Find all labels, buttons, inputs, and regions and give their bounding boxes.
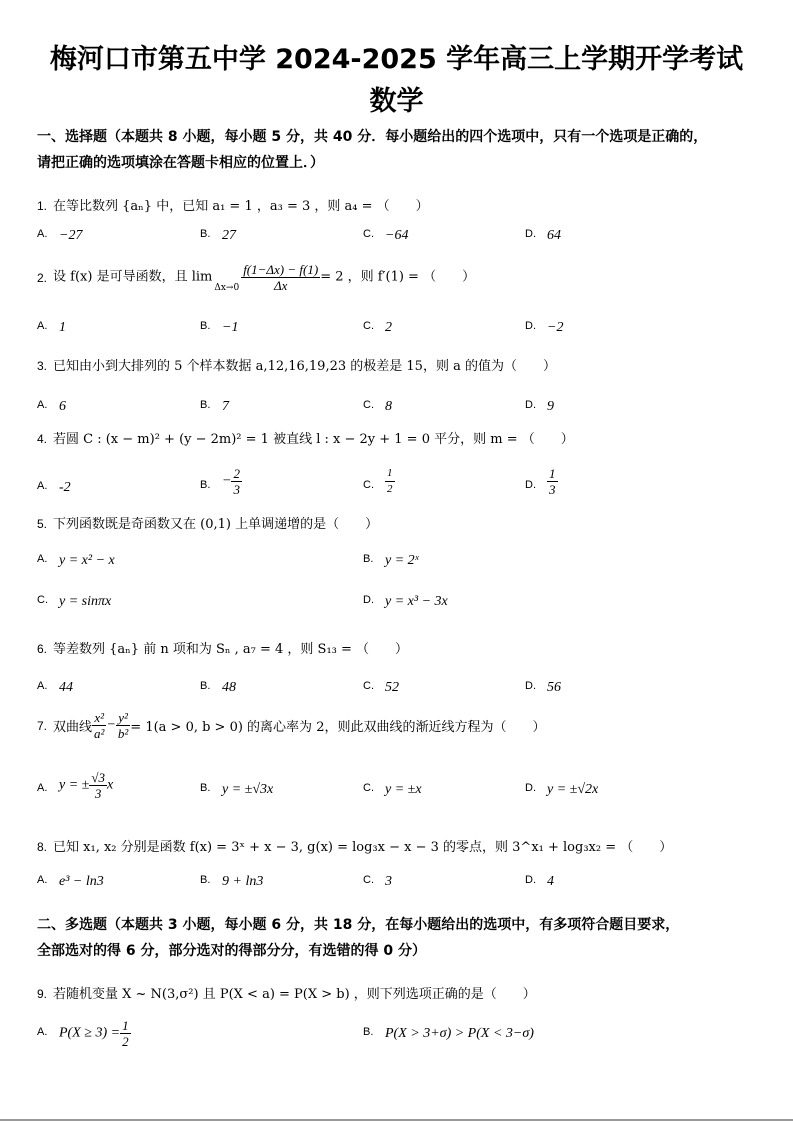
q8-option-b[interactable] bbox=[200, 874, 263, 890]
page-subtitle: 数学 bbox=[369, 86, 424, 117]
q5-option-d[interactable] bbox=[363, 594, 448, 610]
option-value: −2 bbox=[547, 320, 564, 335]
question-7 bbox=[37, 710, 545, 741]
question-number: 1. bbox=[37, 199, 48, 213]
q4-option-c[interactable] bbox=[363, 466, 395, 497]
option-label: B. bbox=[363, 553, 374, 565]
option-label: D. bbox=[525, 782, 536, 794]
q1-option-c[interactable] bbox=[363, 228, 408, 244]
q7-option-d[interactable] bbox=[525, 782, 598, 798]
option-label: C. bbox=[363, 782, 374, 794]
option-label: C. bbox=[363, 320, 374, 332]
q3-option-d[interactable] bbox=[525, 399, 554, 415]
question-text-pre: 双曲线 bbox=[53, 720, 93, 735]
option-label: A. bbox=[37, 320, 48, 332]
option-fraction: $\frac{1}{2}$ bbox=[122, 1018, 129, 1049]
option-value: e³ − ln3 bbox=[59, 874, 104, 889]
option-label: A. bbox=[37, 1026, 48, 1038]
option-value: 52 bbox=[385, 680, 399, 695]
option-label: C. bbox=[37, 594, 48, 606]
question-text: 在等比数列 {aₙ} 中，已知 a₁ = 1 ，a₃ = 3 ，则 a₄ = （ ） bbox=[53, 199, 429, 214]
q4-option-d[interactable] bbox=[525, 466, 558, 497]
q7-option-a[interactable] bbox=[37, 770, 113, 801]
question-text: 已知由小到大排列的 5 个样本数据 a,12,16,19,23 的极差是 15，则 a 的值为（ ） bbox=[53, 359, 556, 374]
option-value: −1 bbox=[222, 320, 239, 335]
option-pre: y = ± bbox=[59, 777, 90, 793]
q3-option-b[interactable] bbox=[200, 399, 229, 415]
q6-option-c[interactable] bbox=[363, 680, 399, 696]
page-title: 梅河口市第五中学 2024-2025 学年高三上学期开学考试 bbox=[49, 44, 744, 75]
option-label: D. bbox=[525, 680, 536, 692]
q6-option-d[interactable] bbox=[525, 680, 561, 696]
option-value: 44 bbox=[59, 680, 73, 695]
option-value: y = ±√2x bbox=[547, 782, 599, 797]
q3-option-a[interactable] bbox=[37, 399, 66, 415]
option-label: B. bbox=[200, 228, 211, 240]
option-label: D. bbox=[525, 479, 536, 491]
option-label: A. bbox=[37, 228, 48, 240]
option-value: 48 bbox=[222, 680, 236, 695]
option-value: 4 bbox=[547, 874, 554, 889]
option-fraction: $\frac{1}{3}$ bbox=[549, 466, 556, 497]
option-label: D. bbox=[525, 874, 536, 886]
q1-option-d[interactable] bbox=[525, 228, 561, 244]
hyperbola-y-term: $\frac{\text{y²}}{\text{b²}}$ bbox=[117, 710, 129, 741]
option-pre: P(X ≥ 3) = bbox=[59, 1025, 121, 1041]
option-label: D. bbox=[525, 320, 536, 332]
q5-option-a[interactable] bbox=[37, 553, 115, 569]
question-3 bbox=[37, 355, 556, 374]
section-2-line-1: 二、多选题（本题共 3 小题，每小题 6 分，共 18 分，在每小题给出的选项中，有多项符合题目要求， bbox=[37, 917, 680, 933]
q4-option-b[interactable] bbox=[200, 466, 242, 497]
option-value: y = x³ − 3x bbox=[385, 594, 448, 609]
option-label: D. bbox=[525, 399, 536, 411]
option-value: −64 bbox=[385, 228, 409, 243]
option-value: 9 + ln3 bbox=[222, 874, 264, 889]
question-9 bbox=[37, 983, 536, 1002]
question-text: 若圆 C : (x − m)² + (y − 2m)² = 1 被直线 l : x − 2y + 1 = 0 平分，则 m = （ ） bbox=[53, 432, 574, 447]
option-fraction: $\frac{2}{3}$ bbox=[233, 466, 240, 497]
q2-option-c[interactable] bbox=[363, 320, 392, 336]
option-sign: − bbox=[222, 473, 232, 489]
option-fraction: $\frac{√3}{3}$ bbox=[91, 770, 105, 801]
option-value: 9 bbox=[547, 399, 554, 414]
option-fraction: $\frac{1}{2}$ bbox=[387, 467, 393, 495]
question-6 bbox=[37, 638, 408, 657]
option-label: A. bbox=[37, 399, 48, 411]
question-number: 4. bbox=[37, 432, 48, 446]
q7-option-c[interactable] bbox=[363, 782, 422, 798]
question-4 bbox=[37, 428, 574, 447]
q7-option-b[interactable] bbox=[200, 782, 273, 798]
page-bottom-divider bbox=[0, 1119, 793, 1121]
option-label: A. bbox=[37, 874, 48, 886]
q8-option-d[interactable] bbox=[525, 874, 554, 890]
option-post: x bbox=[107, 777, 114, 793]
option-label: B. bbox=[200, 479, 211, 491]
limit-subscript: Δx→0 bbox=[214, 282, 240, 293]
section-2-line-2: 全部选对的得 6 分，部分选对的得部分分，有选错的得 0 分） bbox=[37, 943, 426, 959]
question-number: 9. bbox=[37, 987, 48, 1001]
question-text: 等差数列 {aₙ} 前 n 项和为 Sₙ , a₇ = 4 ，则 S₁₃ = （ ） bbox=[53, 642, 409, 657]
q9-option-b[interactable] bbox=[363, 1026, 534, 1042]
option-label: B. bbox=[200, 782, 211, 794]
q4-option-a[interactable] bbox=[37, 480, 71, 496]
option-value: 7 bbox=[222, 399, 229, 414]
option-value: y = ±√3x bbox=[222, 782, 274, 797]
option-label: D. bbox=[525, 228, 536, 240]
option-label: A. bbox=[37, 680, 48, 692]
option-label: A. bbox=[37, 553, 48, 565]
option-label: C. bbox=[363, 399, 374, 411]
question-number: 7. bbox=[37, 718, 48, 733]
question-2 bbox=[37, 262, 475, 293]
question-5 bbox=[37, 513, 378, 532]
option-value: y = sinπx bbox=[59, 594, 112, 609]
section-2-heading bbox=[37, 912, 757, 964]
option-label: B. bbox=[200, 874, 211, 886]
option-value: y = 2ˣ bbox=[385, 553, 419, 568]
option-value: 3 bbox=[385, 874, 392, 889]
option-label: C. bbox=[363, 874, 374, 886]
question-text: 下列函数既是奇函数又在 (0,1) 上单调递增的是（ ） bbox=[53, 517, 379, 532]
option-value: 2 bbox=[385, 320, 392, 335]
question-text: 若随机变量 X ~ N(3,σ²) 且 P(X < a) = P(X > b) ，则下列选项正确的是（ ） bbox=[53, 987, 536, 1002]
q8-option-a[interactable] bbox=[37, 874, 104, 890]
q6-option-b[interactable] bbox=[200, 680, 236, 696]
option-label: B. bbox=[200, 320, 211, 332]
q6-option-a[interactable] bbox=[37, 680, 73, 696]
question-number: 6. bbox=[37, 642, 48, 656]
q2-option-a[interactable] bbox=[37, 320, 66, 336]
option-label: C. bbox=[363, 680, 374, 692]
option-label: B. bbox=[363, 1026, 374, 1038]
q2-option-b[interactable] bbox=[200, 320, 238, 336]
option-value: 64 bbox=[547, 228, 561, 243]
option-label: A. bbox=[37, 782, 48, 794]
option-label: A. bbox=[37, 480, 48, 492]
section-1-line-1: 一、选择题（本题共 8 小题，每小题 5 分，共 40 分．每小题给出的四个选项中，只有一个选项是正确的， bbox=[37, 129, 708, 145]
section-1-heading bbox=[37, 124, 757, 176]
option-value: -2 bbox=[59, 480, 71, 495]
q5-option-c[interactable] bbox=[37, 594, 111, 610]
option-label: C. bbox=[363, 228, 374, 240]
option-value: 8 bbox=[385, 399, 392, 414]
hyperbola-x-term: $\frac{\text{x²}}{\text{a²}}$ bbox=[94, 710, 105, 741]
question-number: 3. bbox=[37, 359, 48, 373]
q8-option-c[interactable] bbox=[363, 874, 392, 890]
q5-option-b[interactable] bbox=[363, 553, 419, 569]
question-number: 2. bbox=[37, 270, 48, 285]
question-text-post: = 1(a > 0, b > 0) 的离心率为 2，则此双曲线的渐近线方程为（ ） bbox=[130, 720, 546, 735]
option-value: 6 bbox=[59, 399, 66, 414]
question-text-pre: 设 f(x) 是可导函数，且 lim bbox=[53, 269, 213, 285]
question-number: 5. bbox=[37, 517, 48, 531]
option-label: D. bbox=[363, 594, 374, 606]
question-8 bbox=[37, 836, 672, 855]
section-1-line-2: 请把正确的选项填涂在答题卡相应的位置上．） bbox=[37, 155, 324, 171]
limit-fraction: $\frac{f(1-\Delta x) - f(1)}{\Delta x}$ bbox=[243, 262, 319, 293]
minus-sign: − bbox=[106, 717, 116, 733]
q1-option-a[interactable] bbox=[37, 228, 82, 244]
question-number: 8. bbox=[37, 840, 48, 854]
option-value: 27 bbox=[222, 228, 236, 243]
option-value: y = ±x bbox=[385, 782, 422, 797]
option-label: B. bbox=[200, 680, 211, 692]
q9-option-a[interactable] bbox=[37, 1018, 131, 1049]
option-value: P(X > 3+σ) > P(X < 3−σ) bbox=[385, 1026, 534, 1041]
option-label: C. bbox=[363, 479, 374, 491]
option-value: 56 bbox=[547, 680, 561, 695]
option-label: B. bbox=[200, 399, 211, 411]
q3-option-c[interactable] bbox=[363, 399, 392, 415]
q1-option-b[interactable] bbox=[200, 228, 236, 244]
option-value: y = x² − x bbox=[59, 553, 115, 568]
question-text-post: = 2 ，则 f′(1) = （ ） bbox=[320, 269, 476, 285]
question-text: 已知 x₁, x₂ 分别是函数 f(x) = 3ˣ + x − 3, g(x) = log₃x − x − 3 的零点，则 3^x₁ + log₃x₂ = （ ） bbox=[53, 840, 673, 855]
question-1 bbox=[37, 195, 429, 214]
option-value: 1 bbox=[59, 320, 66, 335]
option-value: −27 bbox=[59, 228, 83, 243]
q2-option-d[interactable] bbox=[525, 320, 563, 336]
